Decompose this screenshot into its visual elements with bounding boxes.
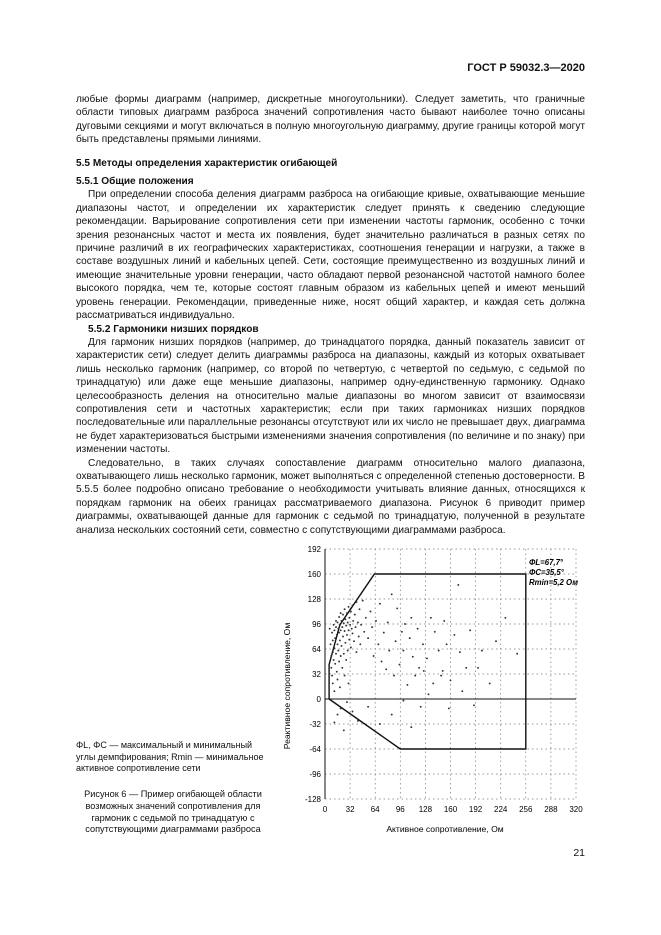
envelope-polygon [329, 574, 526, 749]
scatter-point [337, 679, 339, 681]
scatter-point [383, 632, 385, 634]
y-tick-label: 128 [307, 595, 321, 604]
scatter-point [345, 659, 347, 661]
scatter-point [357, 720, 359, 722]
scatter-point [336, 634, 338, 636]
scatter-point [335, 626, 337, 628]
scatter-point [409, 637, 411, 639]
section-5-5-2-heading: 5.5.2 Гармоники низших порядков [88, 323, 259, 335]
scatter-point [450, 679, 452, 681]
scatter-point [337, 643, 339, 645]
scatter-point [430, 617, 432, 619]
scatter-point [417, 628, 419, 630]
scatter-point [461, 690, 463, 692]
scatter-point [344, 675, 346, 677]
scatter-point [402, 650, 404, 652]
scatter-point [423, 670, 425, 672]
scatter-point [395, 640, 397, 642]
scatter-point [334, 663, 336, 665]
scatter-point [342, 614, 344, 616]
figure-legend: ΦL, ΦC — максимальный и минимальный углы демпфирования; Rmin — минимальное активное сопротивление сети [76, 740, 264, 774]
scatter-point [335, 653, 337, 655]
scatter-point [329, 628, 331, 630]
scatter-point [339, 686, 341, 688]
scatter-point [352, 711, 354, 713]
scatter-point [338, 632, 340, 634]
scatter-point [434, 631, 436, 633]
scatter-point [477, 667, 479, 669]
scatter-point [343, 622, 345, 624]
intro-paragraph: любые формы диаграмм (например, дискретные многоугольники). Следует заметить, что граничные области типовых диаграмм разброса значений сопротивления часто бывают наиболее точно описаны дуговыми секциями и могут включаться в полную многоугольную диаграмму, другие границы которой могут быть представлены прямыми линиями. [76, 94, 585, 146]
scatter-point [481, 650, 483, 652]
scatter-point [404, 623, 406, 625]
x-tick-label: 96 [395, 805, 405, 814]
scatter-point [418, 667, 420, 669]
scatter-points [329, 584, 518, 731]
scatter-point [340, 655, 342, 657]
x-tick-label: 32 [345, 805, 355, 814]
scatter-point [355, 626, 357, 628]
scatter-point [379, 723, 381, 725]
x-axis-label: Активное сопротивление, Ом [386, 824, 504, 834]
x-tick-label: 0 [322, 805, 328, 814]
scatter-point [414, 675, 416, 677]
scatter-point [331, 675, 333, 677]
scatter-point [459, 651, 461, 653]
y-tick-label: 32 [312, 670, 321, 679]
scatter-point [337, 650, 339, 652]
annotation-phi-c: ΦC=35,5° [529, 568, 564, 577]
scatter-point [344, 608, 346, 610]
scatter-point [341, 667, 343, 669]
scatter-point [393, 675, 395, 677]
scatter-point [333, 647, 335, 649]
y-tick-label: 160 [307, 570, 321, 579]
scatter-point [344, 642, 346, 644]
scatter-point [377, 643, 379, 645]
scatter-point [337, 621, 339, 623]
scatter-point [453, 634, 455, 636]
scatter-point [352, 604, 354, 606]
scatter-point [362, 600, 364, 602]
x-tick-label: 128 [418, 805, 433, 814]
scatter-point [345, 625, 347, 627]
scatter-point [355, 601, 357, 603]
scatter-point [432, 682, 434, 684]
scatter-envelope-chart [270, 538, 600, 836]
annotation-rmin: Rmin=5,2 Ом [529, 578, 578, 587]
scatter-point [336, 671, 338, 673]
scatter-point [353, 640, 355, 642]
scatter-point [331, 632, 333, 634]
y-tick-label: -128 [304, 795, 321, 804]
scatter-point [338, 661, 340, 663]
scatter-point [359, 608, 361, 610]
scatter-point [422, 643, 424, 645]
scatter-point [340, 629, 342, 631]
scatter-point [354, 614, 356, 616]
scatter-point [332, 651, 334, 653]
scatter-point [367, 637, 369, 639]
scatter-point [348, 629, 350, 631]
scatter-point [355, 651, 357, 653]
scatter-point [341, 620, 343, 622]
scatter-point [457, 584, 459, 586]
scatter-point [406, 684, 408, 686]
scatter-point [344, 630, 346, 632]
x-tick-label: 192 [468, 805, 483, 814]
scatter-point [489, 682, 491, 684]
scatter-point [333, 659, 335, 661]
scatter-point [399, 664, 401, 666]
scatter-point [448, 707, 450, 709]
scatter-point [340, 612, 342, 614]
scatter-point [385, 668, 387, 670]
standard-number: ГОСТ Р 59032.3—2020 [467, 62, 585, 74]
y-tick-label: 192 [307, 545, 321, 554]
x-tick-label: 64 [370, 805, 380, 814]
y-tick-label: 96 [312, 620, 321, 629]
scatter-point [373, 655, 375, 657]
scatter-point [446, 643, 448, 645]
scatter-point [350, 646, 352, 648]
scatter-point [375, 620, 377, 622]
scatter-point [465, 667, 467, 669]
scatter-point [428, 693, 430, 695]
scatter-point [381, 661, 383, 663]
scatter-point [391, 714, 393, 716]
body-text [76, 93, 585, 537]
scatter-point [333, 690, 335, 692]
scatter-point [347, 621, 349, 623]
scatter-point [350, 611, 352, 613]
scatter-point [370, 611, 372, 613]
scatter-point [346, 701, 348, 703]
scatter-point [334, 637, 336, 639]
scatter-point [412, 656, 414, 658]
section-5-5-heading: 5.5 Методы определения характеристик огибающей [76, 157, 338, 169]
scatter-point [330, 655, 332, 657]
scatter-point [410, 726, 412, 728]
scatter-point [342, 636, 344, 638]
scatter-point [333, 721, 335, 723]
y-tick-label: 64 [312, 645, 321, 654]
scatter-point [333, 624, 335, 626]
chart-annotation [529, 558, 578, 587]
scatter-point [504, 617, 506, 619]
scatter-point [388, 650, 390, 652]
scatter-point [420, 706, 422, 708]
scatter-point [333, 629, 335, 631]
scatter-point [330, 667, 332, 669]
scatter-point [340, 707, 342, 709]
scatter-point [360, 624, 362, 626]
scatter-point [347, 650, 349, 652]
scatter-point [338, 616, 340, 618]
section-5-5-1-text: При определении способа деления диаграмм разброса на огибающие кривые, охватывающие меньшие диапазоны частот, и определении их характеристик следует принять к сведению следующие рекомендации. Варьирование сопротивления сети при изменении частоты гармоник, особенно с точки зрения резонансных частот и места их появления, будет значительно различаться в разных сетях по причине различий в их географических характеристиках, соотношения генерации и нагрузки, а также в составе воздушных линий и кабельных цепей. Сети, состоящие преимущественно из воздушных линий и имеющие значительные уровни генерации, часто обладают первой резонансной частотой намного более высокого порядка, чем те, которые состоят главным образом из кабельных цепей и имеют меньший уровень генерации. Рекомендации, приведенные ниже, носят общий характер, и каждая сеть должна рассматриваться индивидуально. [76, 189, 585, 322]
scatter-point [330, 643, 332, 645]
scatter-point [357, 621, 359, 623]
scatter-point [469, 629, 471, 631]
scatter-point [339, 624, 341, 626]
scatter-point [343, 729, 345, 731]
y-tick-label: 0 [316, 695, 321, 704]
scatter-point [371, 626, 373, 628]
scatter-point [365, 617, 367, 619]
section-5-5-2-paragraph1: Для гармоник низших порядков (например, до тринадцатого порядка, данный показатель зависит от характеристик сети) следует делить диаграммы разброса на диапазоны, каждый из которых охватывает лишь несколько гармоник (например, со второй по четвертую, с четвертой по седьмую, с седьмой по тринадцатую) или даже еще меньшие диапазоны, например одну-единственную гармонику. Однако целесообразность деления на относительно малые диапазоны во многом зависит от взаимосвязи сопротивления сети и частотных характеристик; если при таких гармониках низших порядков последовательные или параллельные резонансы отсутствуют или их число не превышает двух, диаграмма не будет характеризоваться быстрыми изменениями значения сопротивления (по величине и по знаку) при изменении частоты. [76, 336, 585, 456]
scatter-point [349, 624, 351, 626]
scatter-point [379, 603, 381, 605]
scatter-point [343, 653, 345, 655]
scatter-point [337, 628, 339, 630]
scatter-point [401, 631, 403, 633]
scatter-point [337, 714, 339, 716]
scatter-point [358, 636, 360, 638]
scatter-point [426, 657, 428, 659]
scatter-point [348, 639, 350, 641]
scatter-point [332, 639, 334, 641]
scatter-point [346, 634, 348, 636]
x-tick-label: 224 [494, 805, 508, 814]
scatter-point [438, 650, 440, 652]
y-tick-label: -96 [309, 770, 321, 779]
scatter-point [352, 632, 354, 634]
y-tick-label: -32 [309, 720, 321, 729]
scatter-point [339, 639, 341, 641]
scatter-point [351, 628, 353, 630]
x-tick-label: 288 [544, 805, 558, 814]
scatter-point [348, 617, 350, 619]
scatter-point [332, 682, 334, 684]
section-5-5-2-paragraph2: Следовательно, в таких случаях сопоставление диаграмм относительно малого диапазона, охватывающего лишь несколько гармоник, может выполняться с определенной степенью достоверности. В 5.5.5 более подробно описано требование о необходимости учитывать влияние данных, относящихся к порядкам гармоник на обеих границах рассматриваемого диапазона. Рисунок 6 приводит пример диаграммы, охватывающей данные для гармоник с седьмой по тринадцатую, полученной в результате анализа нескольких состояний сети, совместно с сопутствующими диаграммами разброса. [76, 457, 585, 536]
x-tick-label: 256 [519, 805, 533, 814]
scatter-point [352, 620, 354, 622]
scatter-point [516, 653, 518, 655]
scatter-point [495, 640, 497, 642]
annotation-phi-l: ΦL=67,7° [529, 558, 564, 567]
x-tick-label: 320 [569, 805, 583, 814]
scatter-point [363, 631, 365, 633]
scatter-point [348, 606, 350, 608]
scatter-point [341, 626, 343, 628]
scatter-point [335, 620, 337, 622]
scatter-point [473, 704, 475, 706]
scatter-point [440, 675, 442, 677]
scatter-point [410, 617, 412, 619]
scatter-point [359, 643, 361, 645]
scatter-point [443, 620, 445, 622]
scatter-point [341, 645, 343, 647]
scatter-point [396, 607, 398, 609]
scatter-point [402, 700, 404, 702]
scatter-point [346, 612, 348, 614]
scatter-point [367, 706, 369, 708]
section-5-5-1-heading: 5.5.1 Общие положения [76, 176, 194, 188]
x-tick-label: 160 [443, 805, 458, 814]
scatter-point [344, 618, 346, 620]
scatter-point [348, 682, 350, 684]
y-tick-label: -64 [309, 745, 321, 754]
figure-caption: Рисунок 6 — Пример огибающей области возможных значений сопротивления для гармоник с седьмой по тринадцатую с сопутствующими диаграммами разброса [84, 789, 262, 835]
page-number: 21 [573, 847, 585, 859]
scatter-point [387, 621, 389, 623]
y-axis-label: Реактивное сопротивление, Ом [282, 622, 292, 750]
scatter-point [391, 593, 393, 595]
scatter-point [442, 670, 444, 672]
